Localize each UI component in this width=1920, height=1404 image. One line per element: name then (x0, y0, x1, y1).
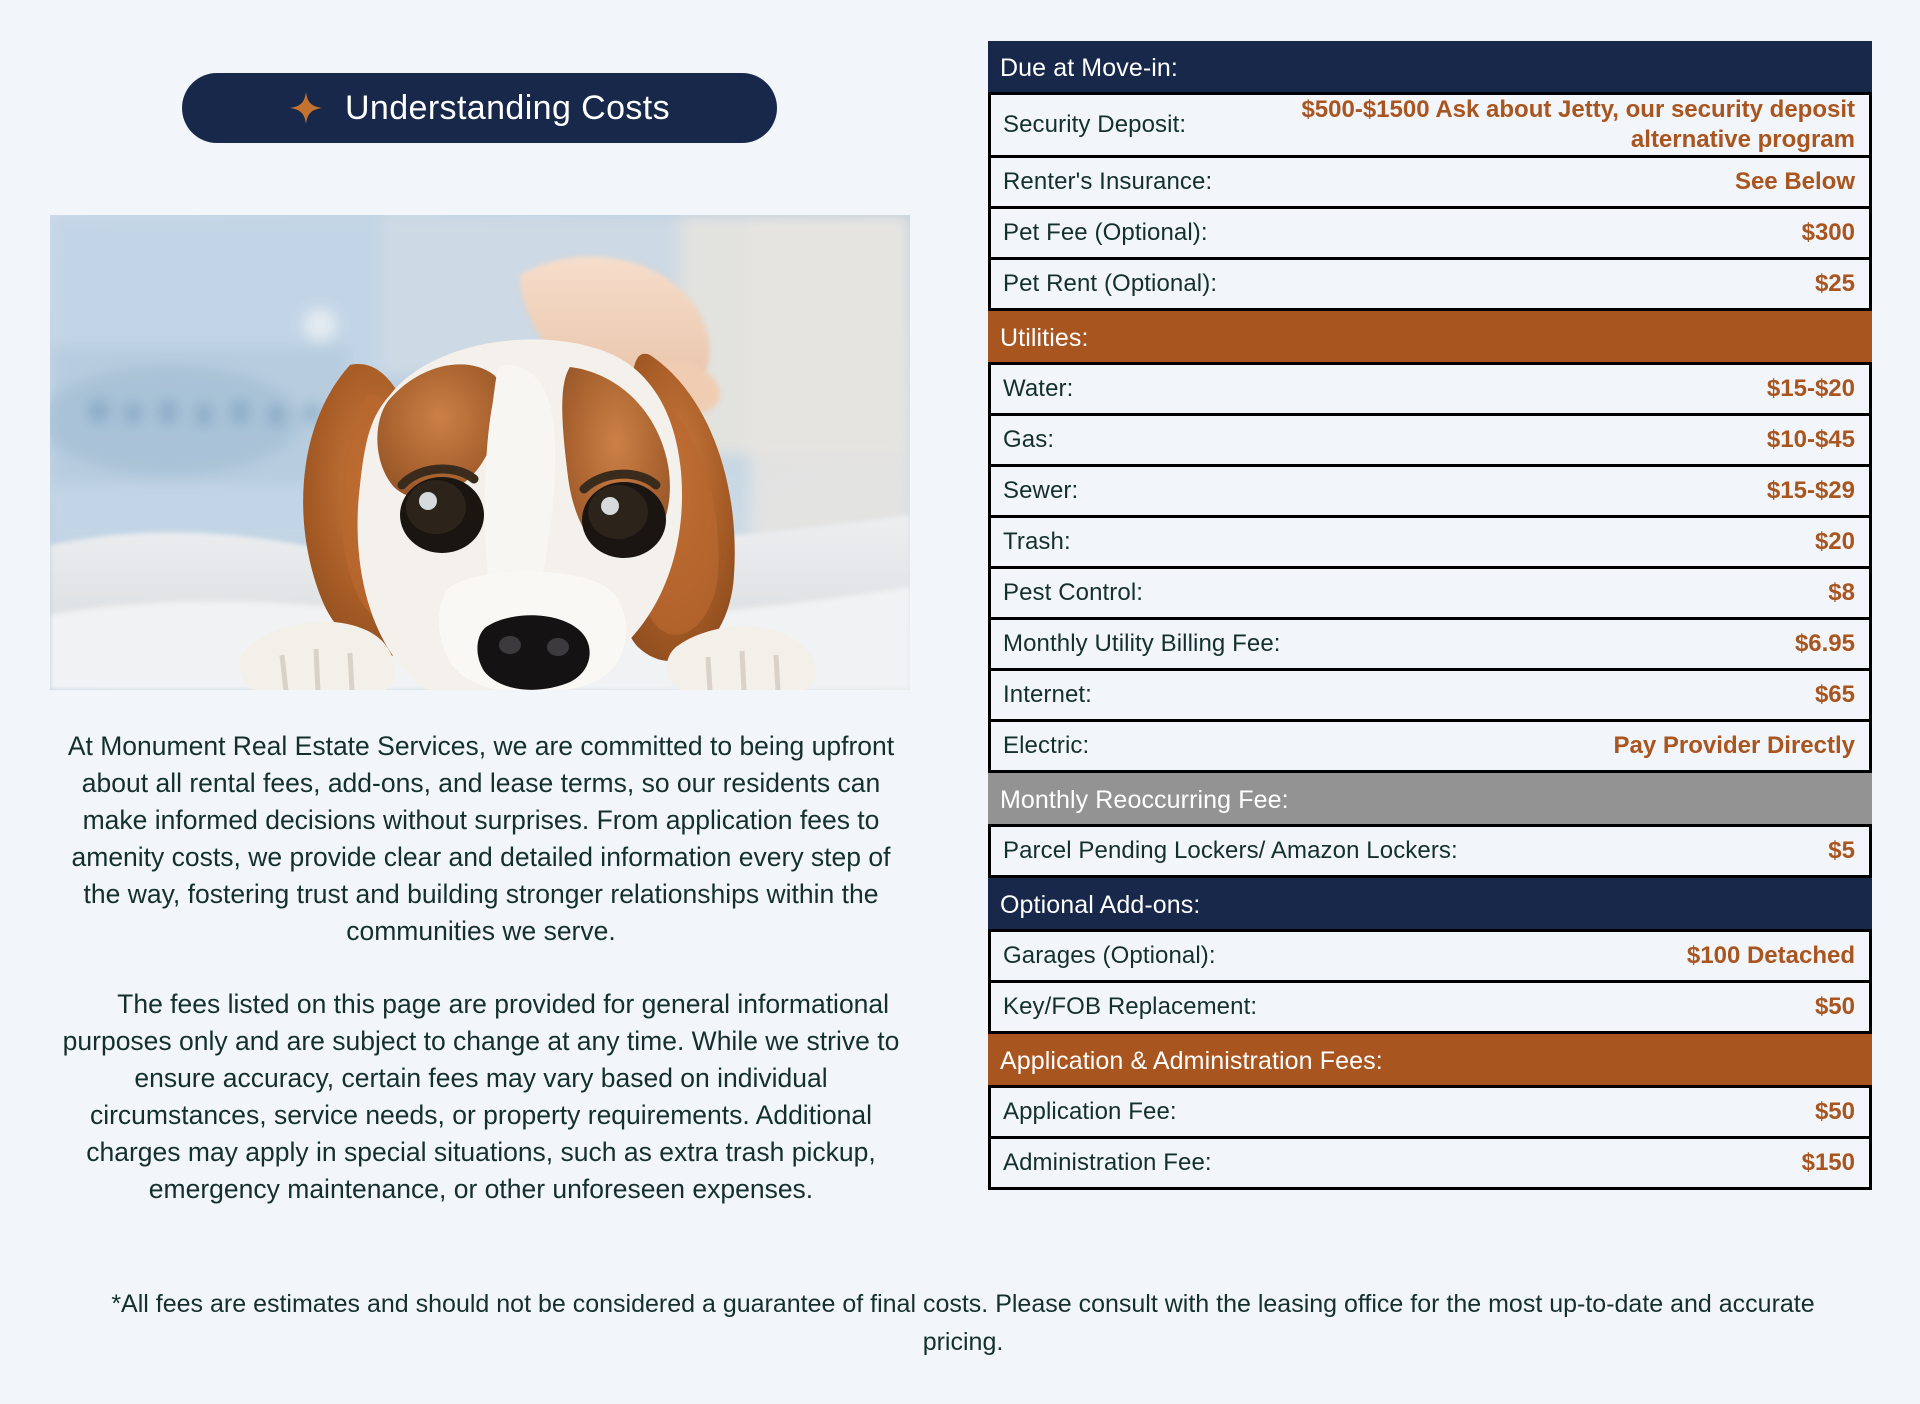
fee-table-row (988, 515, 1872, 569)
fee-table-row (988, 980, 1872, 1034)
fee-table-row (988, 413, 1872, 467)
fee-row-value: $8 (1828, 579, 1855, 606)
fee-row-value: $65 (1814, 681, 1855, 708)
fee-row-value: $500-$1500 Ask about Jetty, our security deposit alternative program (1301, 96, 1855, 153)
fee-table-row (988, 566, 1872, 620)
fee-row-label: Pet Fee (Optional): (1003, 219, 1208, 246)
fee-section-header (988, 311, 1872, 365)
fee-row-label: Internet: (1003, 681, 1092, 708)
fee-row-value: $15-$29 (1766, 477, 1855, 504)
fee-table-row (988, 206, 1872, 260)
fee-row-label: Application Fee: (1003, 1098, 1177, 1125)
fee-row-label: Garages (Optional): (1003, 942, 1216, 969)
fee-row-label: Sewer: (1003, 477, 1079, 504)
page-title: Understanding Costs (344, 88, 671, 127)
fee-table-row (988, 464, 1872, 518)
fee-section-label: Utilities: (1000, 323, 1089, 352)
fee-row-value: Pay Provider Directly (1613, 732, 1855, 759)
fee-row-label: Monthly Utility Billing Fee: (1003, 630, 1281, 657)
fee-row-value: $10-$45 (1766, 426, 1855, 453)
fee-row-value: See Below (1734, 168, 1855, 195)
footnote-disclaimer: *All fees are estimates and should not be considered a guarantee of final costs. Please consult with the leasing office for the most up-to-date and accurate pricing. (111, 1290, 1815, 1356)
fee-row-value: $100 Detached (1686, 942, 1855, 969)
fee-table-row (988, 929, 1872, 983)
fee-table-row (988, 257, 1872, 311)
fee-row-label: Water: (1003, 375, 1074, 402)
fee-row-value: $5 (1828, 837, 1855, 864)
fee-table-row (988, 719, 1872, 773)
fee-row-value: $6.95 (1794, 630, 1855, 657)
fee-section-label: Due at Move-in: (1000, 53, 1178, 82)
fee-row-value: $50 (1814, 993, 1855, 1020)
fee-table (988, 41, 1872, 1190)
fee-row-label: Trash: (1003, 528, 1071, 555)
fee-row-label: Pest Control: (1003, 579, 1144, 606)
fee-row-label: Gas: (1003, 426, 1055, 453)
fee-row-label: Electric: (1003, 732, 1090, 759)
fee-table-row (988, 92, 1872, 158)
fee-section-header (988, 878, 1872, 932)
left-column (0, 0, 990, 1270)
fee-section-header (988, 773, 1872, 827)
fee-row-value: $50 (1814, 1098, 1855, 1125)
fee-table-row (988, 668, 1872, 722)
fee-row-value: $15-$20 (1766, 375, 1855, 402)
fee-row-label: Pet Rent (Optional): (1003, 270, 1218, 297)
fee-section-label: Optional Add-ons: (1000, 890, 1201, 919)
fee-row-label: Administration Fee: (1003, 1149, 1212, 1176)
fee-table-row (988, 824, 1872, 878)
intro-paragraph-2: The fees listed on this page are provided for general informational purposes only and are subject to change at any time. While we strive to ensure accuracy, certain fees may vary based on individual circumstances, service needs, or property requirements. Additional charges may apply in special situations, such as extra trash pickup, emergency maintenance, or other unforeseen expenses. (62, 989, 900, 1204)
fee-row-label: Key/FOB Replacement: (1003, 993, 1258, 1020)
dog-photo-illustration (50, 215, 910, 690)
dog-photo (50, 215, 910, 690)
fee-table-row (988, 1085, 1872, 1139)
fee-row-label: Parcel Pending Lockers/ Amazon Lockers: (1003, 837, 1458, 864)
fee-row-label: Security Deposit: (1003, 111, 1187, 138)
fee-row-value: $20 (1814, 528, 1855, 555)
intro-paragraph-1: At Monument Real Estate Services, we are committed to being upfront about all rental fees, add-ons, and lease terms, so our residents can make informed decisions without surprises. From application fees to amenity costs, we provide clear and detailed information every step of the way, fostering trust and building stronger relationships within the communities we serve. (67, 731, 895, 946)
fee-table-row (988, 155, 1872, 209)
fee-row-value: $300 (1801, 219, 1855, 246)
fee-section-header (988, 1034, 1872, 1088)
page-title-pill (182, 73, 777, 143)
fee-section-header (988, 41, 1872, 95)
fee-row-value: $150 (1801, 1149, 1855, 1176)
fee-section-label: Application & Administration Fees: (1000, 1046, 1383, 1075)
fee-table-row (988, 362, 1872, 416)
fee-row-value: $25 (1814, 270, 1855, 297)
fee-row-label: Renter's Insurance: (1003, 168, 1213, 195)
intro-copy (52, 728, 910, 1208)
fee-table-row (988, 1136, 1872, 1190)
sparkle-icon (289, 91, 323, 125)
fee-section-label: Monthly Reoccurring Fee: (1000, 785, 1289, 814)
fee-table-row (988, 617, 1872, 671)
